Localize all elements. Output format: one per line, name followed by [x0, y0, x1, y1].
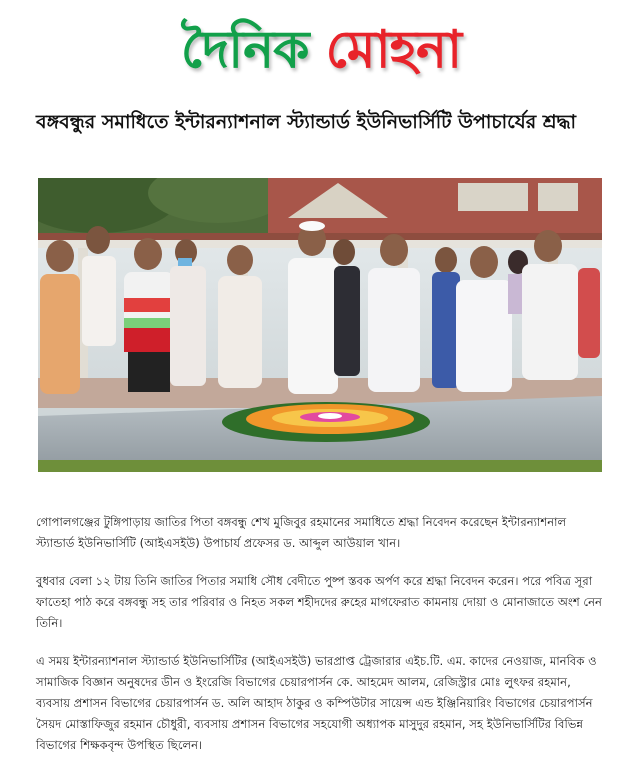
article-paragraph-1: গোপালগঞ্জের টুঙ্গিপাড়ায় জাতির পিতা বঙ্গবন্ধু শেখ মুজিবুর রহমানের সমাধিতে শ্রদ্ধা নিবেদন করেছেন ইন্টারন্যাশনাল স্ট্যান্ডার্ড ইউনিভার্সিটি (আইএসইউ) উপাচার্য প্রফেসর ড. আব্দুল আউয়াল খান। — [36, 515, 567, 550]
article-photo — [38, 178, 602, 472]
logo-word-dainik: দৈনিক — [180, 20, 309, 80]
newspaper-logo[interactable] — [181, 10, 461, 90]
article-paragraph-3: এ সময় ইন্টারন্যাশনাল স্ট্যান্ডার্ড ইউনিভার্সিটির (আইএসইউ) ভারপ্রাপ্ত ট্রেজারার এইচ.টি. এম. কাদের নেওয়াজ, মানবিক ও সামাজিক বিজ্ঞান অনুষদের ডীন ও ইংরেজি বিভাগের চেয়ারপার্সন কে. আহমেদ আলম, রেজিস্ট্রার মোঃ লুৎফর রহমান, ব্যবসায় প্রশাসন বিভাগের চেয়ারপার্সন ড. অলি আহাদ ঠাকুর ও কম্পিউটার সায়েন্স এন্ড ইঞ্জিনিয়ারিং বিভাগের চেয়ারপার্সন সৈয়দ মোস্তাফিজুর রহমান চৌধুরী, ব্যবসায় প্রশাসন বিভাগের সহযোগী অধ্যাপক মাসুদুর রহমান, সহ ইউনিভার্সিটির বিভিন্ন বিভাগের শিক্ষকবৃন্দ উপস্থিত ছিলেন। — [36, 654, 597, 752]
masthead — [0, 10, 642, 100]
article-body — [36, 512, 608, 773]
article-headline: বঙ্গবন্ধুর সমাধিতে ইন্টারন্যাশনাল স্ট্যান্ডার্ড ইউনিভার্সিটি উপাচার্যের শ্রদ্ধা — [36, 111, 577, 133]
article-paragraph-2: বুধবার বেলা ১২ টায় তিনি জাতির পিতার সমাধি সৌধ বেদীতে পুষ্প স্তবক অর্পণ করে শ্রদ্ধা নিবেদন করেন। পরে পবিত্র সূরা ফাতেহা পাঠ করে বঙ্গবন্ধু সহ তার পরিবার ও নিহত সকল শহীদদের রুহের মাগফেরাত কামনায় দোয়া ও মোনাজাতে অংশ নেন তিনি। — [36, 574, 602, 630]
logo-word-mohona: মোহনা — [325, 20, 462, 80]
